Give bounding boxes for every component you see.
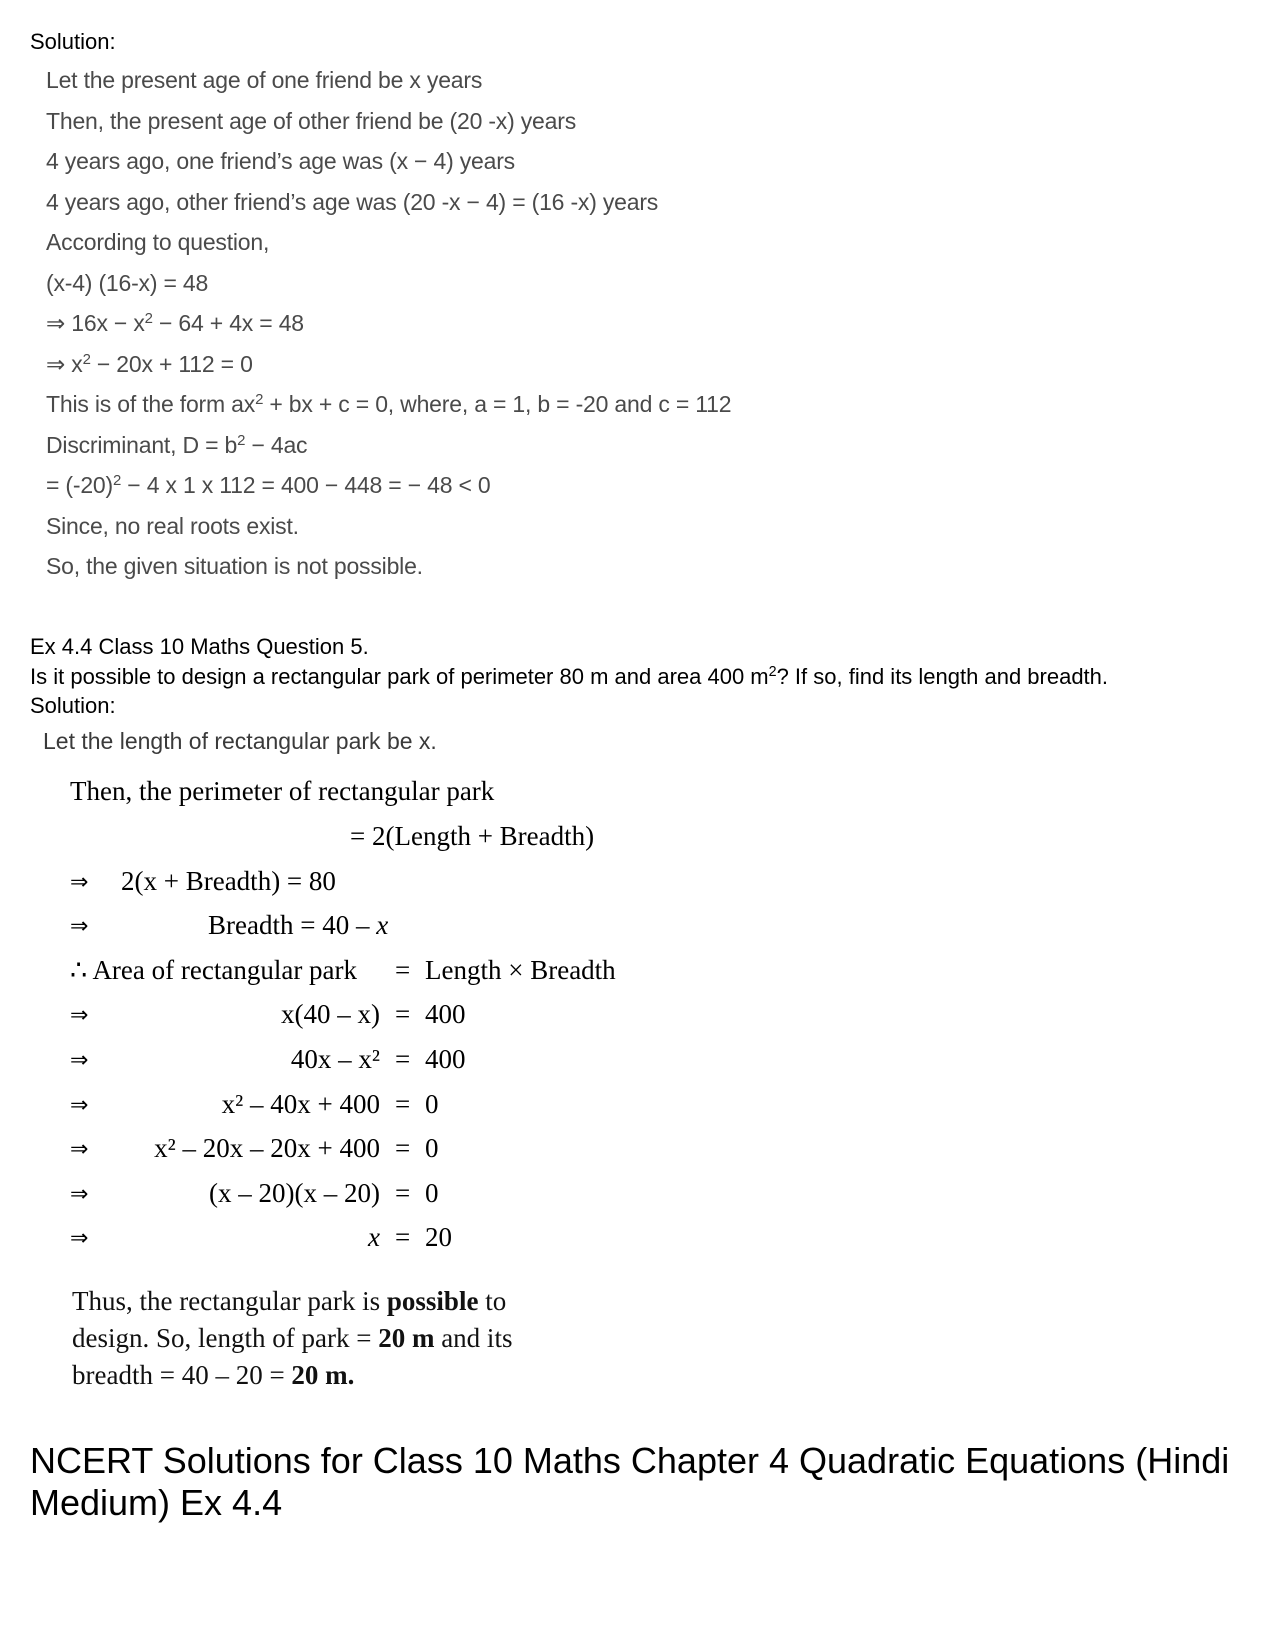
question-5-block: [30, 632, 1108, 721]
equation-lhs: x² – 40x + 400: [221, 1089, 380, 1119]
equation-lhs: x(40 – x): [281, 999, 380, 1029]
let-statement: Let the length of rectangular park be x.: [43, 728, 437, 754]
implies-arrow: ⇒: [70, 1003, 89, 1028]
equals-sign: =: [395, 999, 411, 1029]
implies-arrow: ⇒: [70, 870, 89, 895]
solution-line: Discriminant, $D = b^2 - 4ac$: [46, 431, 308, 458]
solution-line: (x-4) (16-x) = 48: [46, 269, 209, 296]
solution-label: Solution:: [30, 693, 116, 718]
equals-sign: =: [395, 1089, 411, 1119]
solution-line: According to question,: [46, 229, 270, 255]
equation-lhs: 40x – x²: [290, 1044, 380, 1074]
equation-rhs: 0: [425, 1089, 439, 1119]
work-line: 2(x + Breadth) = 80: [121, 866, 336, 896]
equals-sign: =: [395, 955, 411, 985]
equation-lhs: x² – 20x – 20x + 400: [154, 1133, 380, 1163]
q4-solution-block: [46, 60, 731, 587]
equals-sign: =: [395, 1044, 411, 1074]
work-line: Then, the perimeter of rectangular park: [70, 776, 495, 806]
solution-line: ⇒ $x^2 - 20x + 112 = 0$: [46, 350, 253, 377]
question-text: Is it possible to design a rectangular park of perimeter 80 m and area 400 $m^2$? If so, find its length and breadth.: [30, 663, 1109, 689]
equals-sign: =: [395, 1133, 411, 1163]
equals-sign: =: [395, 1222, 411, 1252]
superscript: 2: [144, 309, 153, 327]
equals-sign: =: [395, 1178, 411, 1208]
solution-line: ⇒ $16x - x^2 - 64 + 4x = 48$: [46, 309, 304, 336]
solution-label: Solution:: [30, 29, 116, 54]
work-line: Length × Breadth: [425, 955, 616, 985]
solution-line: This is of the form $ax^2$ + bx + c = 0, where, a = 1, b = -20 and c = 112: [46, 390, 732, 417]
solution-line: Since, no real roots exist.: [46, 512, 299, 539]
work-line: = 2(Length + Breadth): [350, 821, 595, 851]
superscript: 2: [237, 431, 246, 449]
superscript: 2: [768, 663, 777, 680]
work-line: Breadth = 40 – x: [208, 910, 389, 940]
solution-line: = $(-20)^2 - 4$ x 1 x 112 = 400 − 448 = − 48 < 0: [46, 471, 491, 498]
equation-rhs: 20: [425, 1222, 452, 1252]
implies-arrow: ⇒: [70, 1093, 89, 1118]
equation-rhs: 400: [425, 999, 466, 1029]
solution-line: Let the present age of one friend be x years: [46, 67, 483, 93]
implies-arrow: ⇒: [70, 1137, 89, 1162]
superscript: 2: [255, 390, 264, 408]
implies-arrow: ⇒: [70, 1048, 89, 1073]
solution-line: 4 years ago, one friend’s age was (x − 4) years: [46, 148, 515, 174]
section-heading: NCERT Solutions for Class 10 Maths Chapter 4 Quadratic Equations (Hindi Medium) Ex 4.4: [30, 1440, 1230, 1523]
equation-lhs: x: [368, 1222, 380, 1252]
question-title: Ex 4.4 Class 10 Maths Question 5.: [30, 634, 369, 659]
implies-arrow: ⇒: [70, 1226, 89, 1251]
solution-line: 4 years ago, other friend’s age was (20 -x − 4) = (16 -x) years: [46, 188, 659, 215]
superscript: 2: [112, 471, 122, 489]
conclusion-paragraph: Thus, the rectangular park is possible to design. So, length of park = 20 m and its breadth = 40 – 20 = 20 m.: [72, 1286, 513, 1390]
equation-rhs: 0: [425, 1133, 439, 1163]
equation-lhs: (x – 20)(x – 20): [209, 1178, 380, 1208]
implies-arrow: ⇒: [70, 914, 89, 939]
solution-line: Then, the present age of other friend be (20 -x) years: [46, 107, 577, 134]
work-line: ∴ Area of rectangular park: [70, 955, 358, 985]
equation-rhs: 400: [425, 1044, 466, 1074]
equation-rhs: 0: [425, 1178, 439, 1208]
implies-arrow: ⇒: [70, 1182, 89, 1207]
solution-line: So, the given situation is not possible.: [46, 553, 423, 579]
superscript: 2: [82, 350, 91, 368]
